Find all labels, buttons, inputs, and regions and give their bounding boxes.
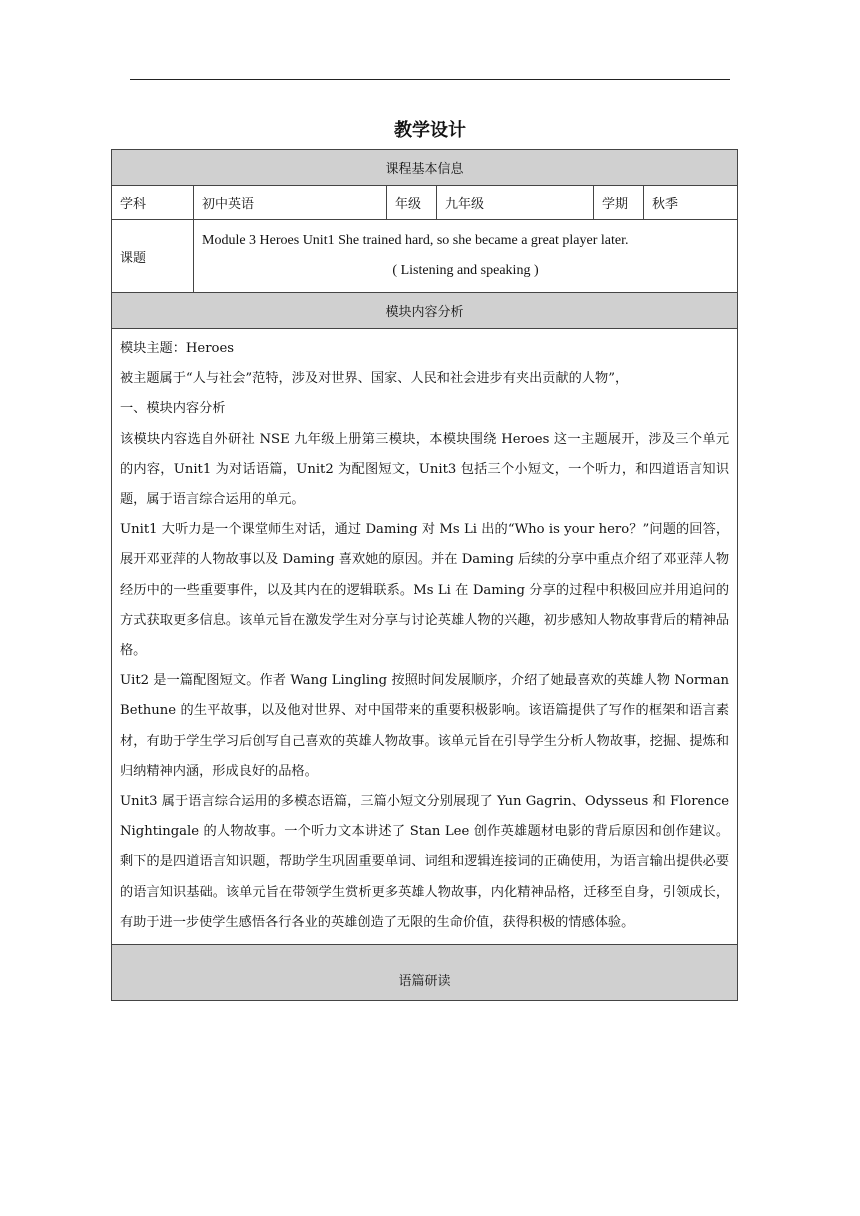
header-rule — [130, 79, 730, 80]
section-header-module-analysis: 模块内容分析 — [112, 293, 738, 329]
module-analysis-content — [112, 329, 738, 945]
topic-line-2: ( Listening and speaking ) — [392, 263, 539, 278]
analysis-paragraph: Unit3 属于语言综合运用的多模态语篇，三篇小短文分别展现了 Yun Gagrin、Odysseus 和 Florence Nightingale 的人物故事。一个听力文本讲述了 Stan Lee 创作英雄题材电影的背后原因和创作建议。剩下的是四道语言知识题，帮助学生巩固重要单词、词组和逻辑连接词的正确使用，为语言输出提供必要的语言知识基础。该单元旨在带领学生赏析更多英雄人物故事，内化精神品格，迁移至自身，引领成长，有助于进一步使学生感悟各行各业的英雄创造了无限的生命价值，获得积极的情感体验。 — [120, 794, 730, 930]
analysis-paragraph: Unit1 大听力是一个课堂师生对话，通过 Daming 对 Ms Li 出的“Who is your hero？”问题的回答，展开邓亚萍的人物故事以及 Daming 喜欢她的原因。并在 Daming 后续的分享中重点介绍了邓亚萍人物经历中的一些重要事件，以及其内在的逻辑联系。Ms Li 在 Daming 分享的过程中积极回应并用追问的方式获取更多信息。该单元旨在激发学生对分享与讨论英雄人物的兴趣，初步感知人物故事背后的精神品格。 — [120, 522, 730, 659]
section-header-basic-info: 课程基本信息 — [112, 150, 738, 186]
subject-label: 学科 — [112, 186, 194, 220]
term-value: 秋季 — [644, 186, 738, 220]
topic-label: 课题 — [112, 220, 194, 293]
analysis-paragraph: Uit2 是一篇配图短文。作者 Wang Lingling 按照时间发展顺序，介绍了她最喜欢的英雄人物 Norman Bethune 的生平故事，以及他对世界、对中国带来的重要积极影响。该语篇提供了写作的框架和语言素材，有助于学生学习后创写自己喜欢的英雄人物故事。该单元旨在引导学生分析人物故事，挖掘、提炼和归纳精神内涵，形成良好的品格。 — [120, 673, 730, 779]
term-label: 学期 — [594, 186, 644, 220]
analysis-paragraph: 模块主题：Heroes — [120, 341, 235, 356]
analysis-paragraph: 该模块内容选自外研社 NSE 九年级上册第三模块，本模块围绕 Heroes 这一主题展开，涉及三个单元的内容，Unit1 为对话语篇，Unit2 为配图短文，Unit3 包括三个小短文，一个听力，和四道语言知识题，属于语言综合运用的单元。 — [120, 431, 730, 508]
grade-value: 九年级 — [437, 186, 594, 220]
analysis-paragraph: 一、模块内容分析 — [120, 401, 226, 417]
section-header-text-study: 语篇研读 — [112, 945, 738, 1001]
grade-label: 年级 — [387, 186, 437, 220]
subject-value: 初中英语 — [194, 186, 387, 220]
analysis-paragraph: 被主题属于“人与社会”范特，涉及对世界、国家、人民和社会进步有夹出贡献的人物”， — [120, 371, 629, 387]
topic-cell — [194, 220, 738, 293]
topic-line-1: Module 3 Heroes Unit1 She trained hard, so she became a great player later. — [202, 233, 629, 248]
document-title: 教学设计 — [394, 120, 466, 141]
lesson-design-table — [111, 149, 738, 1001]
